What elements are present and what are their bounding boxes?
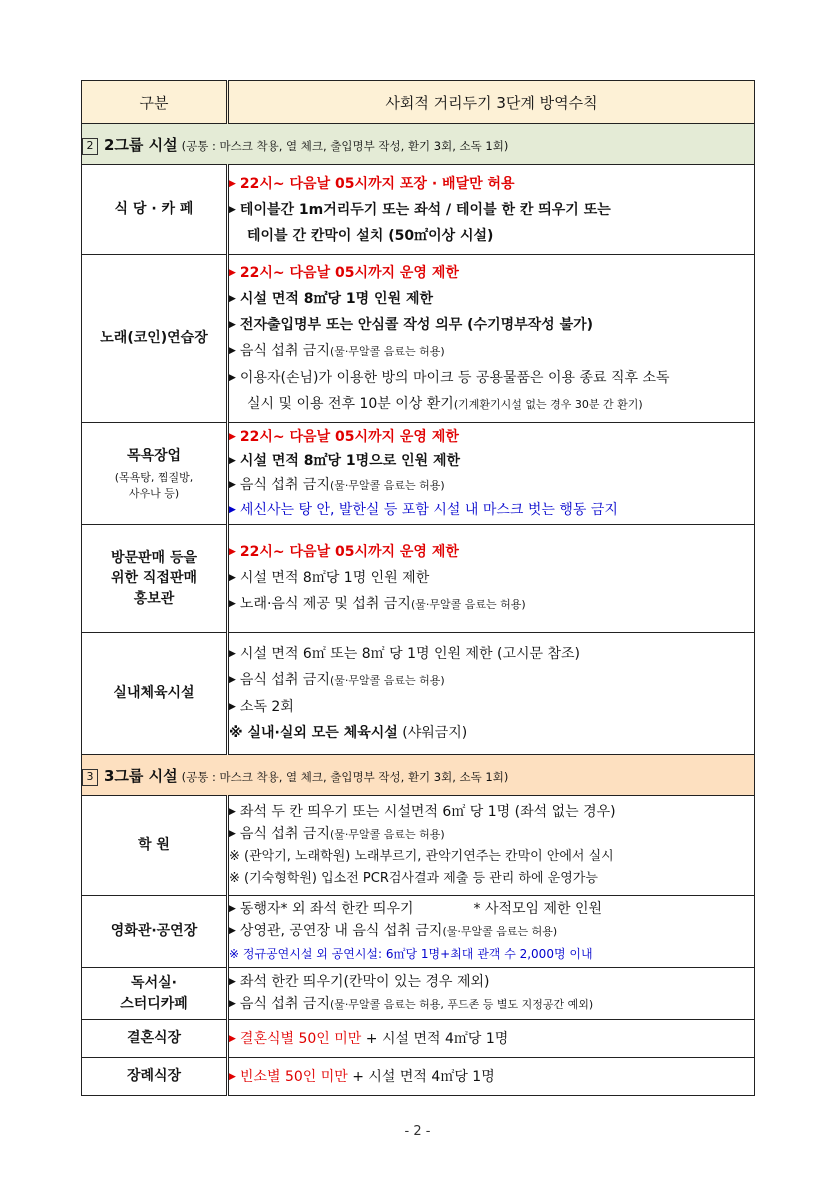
row-sales bbox=[82, 525, 755, 633]
bullet-icon: ▶ bbox=[229, 480, 236, 490]
bullet-icon: ▶ bbox=[229, 999, 236, 1009]
wedding-category: 결혼식장 bbox=[82, 1020, 228, 1058]
sales-line3-note: (물·무알콜 음료는 허용) bbox=[410, 598, 526, 611]
bullet-icon: ▶ bbox=[229, 926, 236, 936]
bullet-icon: ▶ bbox=[229, 904, 236, 914]
bullet-icon: ▶ bbox=[229, 829, 236, 839]
bullet-icon: ▶ bbox=[229, 505, 236, 515]
group3-note: (공통 : 마스크 착용, 열 체크, 출입명부 작성, 환기 3회, 소독 1회) bbox=[181, 769, 509, 784]
bullet-icon: ▶ bbox=[229, 702, 236, 712]
cafe-line1: 22시~ 다음날 05시까지 포장 · 배달만 허용 bbox=[239, 175, 515, 192]
karaoke-category: 노래(코인)연습장 bbox=[82, 255, 228, 423]
karaoke-line3: 전자출입명부 또는 안심콜 작성 의무 (수기명부작성 불가) bbox=[239, 316, 594, 333]
sales-line1: 22시~ 다음날 05시까지 운영 제한 bbox=[239, 544, 459, 560]
funeral-limit: 빈소별 50인 미만 bbox=[239, 1068, 348, 1085]
wedding-rest: + 시설 면적 4㎡당 1명 bbox=[361, 1030, 509, 1047]
group2-row bbox=[82, 124, 755, 165]
row-cinema bbox=[82, 896, 755, 968]
sales-line3: 노래·음식 제공 및 섭취 금지 bbox=[239, 596, 411, 612]
cinema-line2: 상영관, 공연장 내 음식 섭취 금지 bbox=[239, 923, 443, 939]
bullet-icon: ▶ bbox=[229, 599, 236, 609]
row-bath bbox=[82, 423, 755, 525]
karaoke-line2: 시설 면적 8㎡당 1명 인원 제한 bbox=[239, 290, 434, 307]
bullet-icon: ▶ bbox=[229, 573, 236, 583]
group2-note: (공통 : 마스크 착용, 열 체크, 출입명부 작성, 환기 3회, 소독 1회) bbox=[181, 138, 509, 153]
page-number: - 2 - bbox=[404, 1124, 431, 1139]
cafe-line2: 테이블간 1m거리두기 또는 좌석 / 테이블 한 칸 띄우기 또는 bbox=[239, 201, 611, 218]
cinema-line1-note: * 사적모임 제한 인원 bbox=[473, 901, 603, 917]
bullet-icon: ▶ bbox=[229, 178, 236, 189]
gym-line4-note: (샤워금지) bbox=[402, 725, 468, 741]
study-line2-note: (물·무알콜 음료는 허용, 푸드존 등 별도 지정공간 예외) bbox=[329, 998, 594, 1011]
karaoke-line6-note: (기계환기시설 없는 경우 30분 간 환기) bbox=[453, 397, 643, 411]
group2-number: 2 bbox=[82, 138, 98, 155]
academy-line4: ※ (기숙형학원) 입소전 PCR검사결과 제출 등 관리 하에 운영가능 bbox=[229, 871, 598, 886]
bath-line3: 음식 섭취 금지 bbox=[239, 477, 330, 493]
study-category-2: 스터디카페 bbox=[120, 995, 188, 1012]
bullet-icon: ▶ bbox=[229, 1033, 236, 1044]
bath-line3-note: (물·무알콜 음료는 허용) bbox=[329, 479, 445, 492]
bath-category-sub1: (목욕탕, 찜질방, bbox=[114, 471, 194, 485]
row-cafe bbox=[82, 165, 755, 255]
cafe-line3: 테이블 간 칸막이 설치 (50㎡이상 시설) bbox=[247, 227, 494, 244]
gym-line2-note: (물·무알콜 음료는 허용) bbox=[329, 674, 445, 687]
bullet-icon: ▶ bbox=[229, 432, 236, 442]
gym-line1: 시설 면적 6㎡ 또는 8㎡ 당 1명 인원 제한 (고시문 참조) bbox=[239, 646, 580, 662]
gym-category: 실내체육시설 bbox=[82, 633, 228, 755]
bullet-icon: ▶ bbox=[229, 675, 236, 685]
header-category: 구분 bbox=[82, 81, 228, 124]
study-line1: 좌석 한칸 띄우기(칸막이 있는 경우 제외) bbox=[239, 974, 490, 990]
bullet-icon: ▶ bbox=[229, 319, 236, 330]
rules-table bbox=[81, 80, 755, 1096]
bullet-icon: ▶ bbox=[229, 1071, 236, 1082]
sales-category-3: 홍보관 bbox=[133, 590, 175, 607]
karaoke-line1: 22시~ 다음날 05시까지 운영 제한 bbox=[239, 264, 459, 281]
funeral-rest: + 시설 면적 4㎡당 1명 bbox=[347, 1068, 495, 1085]
row-academy bbox=[82, 796, 755, 896]
gym-line3: 소독 2회 bbox=[239, 699, 294, 715]
karaoke-line4: 음식 섭취 금지 bbox=[239, 342, 330, 359]
bullet-icon: ▶ bbox=[229, 649, 236, 659]
group3-number: 3 bbox=[82, 769, 98, 786]
cinema-line1: 동행자* 외 좌석 한칸 띄우기 bbox=[239, 901, 414, 917]
sales-category-1: 방문판매 등을 bbox=[110, 550, 198, 567]
row-karaoke bbox=[82, 255, 755, 423]
sales-line2: 시설 면적 8㎡당 1명 인원 제한 bbox=[239, 570, 430, 586]
bullet-icon: ▶ bbox=[229, 345, 236, 356]
table-header bbox=[82, 81, 755, 124]
bullet-icon: ▶ bbox=[229, 456, 236, 466]
bullet-icon: ▶ bbox=[229, 372, 236, 383]
cinema-line2-note: (물·무알콜 음료는 허용) bbox=[442, 925, 558, 938]
gym-line2: 음식 섭취 금지 bbox=[239, 672, 330, 688]
header-rules: 사회적 거리두기 3단계 방역수칙 bbox=[228, 81, 755, 124]
row-funeral bbox=[82, 1058, 755, 1096]
group2-title: 2그룹 시설 bbox=[104, 135, 178, 154]
bath-line2: 시설 면적 8㎡당 1명으로 인원 제한 bbox=[239, 453, 461, 469]
gym-line4: ※ 실내·실외 모든 체육시설 bbox=[229, 725, 398, 741]
row-gym bbox=[82, 633, 755, 755]
bullet-icon: ▶ bbox=[229, 977, 236, 987]
academy-line2: 음식 섭취 금지 bbox=[239, 826, 330, 842]
academy-line2-note: (물·무알콜 음료는 허용) bbox=[329, 828, 445, 841]
wedding-limit: 결혼식별 50인 미만 bbox=[239, 1030, 362, 1047]
bath-line4: 세신사는 탕 안, 발한실 등 포함 시설 내 마스크 벗는 행동 금지 bbox=[239, 502, 618, 518]
study-category-1: 독서실· bbox=[131, 975, 177, 992]
bath-category: 목욕장업 bbox=[126, 447, 182, 464]
funeral-category: 장례식장 bbox=[82, 1058, 228, 1096]
karaoke-line4-note: (물·무알콜 음료는 허용) bbox=[329, 344, 445, 358]
row-wedding bbox=[82, 1020, 755, 1058]
academy-line1: 좌석 두 칸 띄우기 또는 시설면적 6㎡ 당 1명 (좌석 없는 경우) bbox=[239, 804, 616, 820]
academy-category: 학 원 bbox=[82, 796, 228, 896]
study-line2: 음식 섭취 금지 bbox=[239, 996, 330, 1012]
group3-row bbox=[82, 755, 755, 796]
karaoke-line5: 이용자(손님)가 이용한 방의 마이크 등 공용물품은 이용 종료 직후 소독 bbox=[239, 369, 670, 386]
bath-line1: 22시~ 다음날 05시까지 운영 제한 bbox=[239, 429, 459, 445]
row-study bbox=[82, 968, 755, 1020]
cinema-line3: ※ 정규공연시설 외 공연시설: 6㎡당 1명+최대 관객 수 2,000명 이내 bbox=[229, 947, 593, 961]
bath-category-sub2: 사우나 등) bbox=[128, 486, 180, 500]
group3-title: 3그룹 시설 bbox=[104, 766, 178, 785]
bullet-icon: ▶ bbox=[229, 547, 236, 557]
bullet-icon: ▶ bbox=[229, 807, 236, 817]
cinema-category: 영화관·공연장 bbox=[82, 896, 228, 968]
bullet-icon: ▶ bbox=[229, 204, 236, 215]
bullet-icon: ▶ bbox=[229, 293, 236, 304]
sales-category-2: 위한 직접판매 bbox=[110, 570, 198, 587]
academy-line3: ※ (관악기, 노래학원) 노래부르기, 관악기연주는 칸막이 안에서 실시 bbox=[229, 849, 614, 864]
bullet-icon: ▶ bbox=[229, 267, 236, 278]
cafe-category: 식 당 · 카 페 bbox=[82, 165, 228, 255]
karaoke-line6: 실시 및 이용 전후 10분 이상 환기 bbox=[247, 395, 454, 412]
